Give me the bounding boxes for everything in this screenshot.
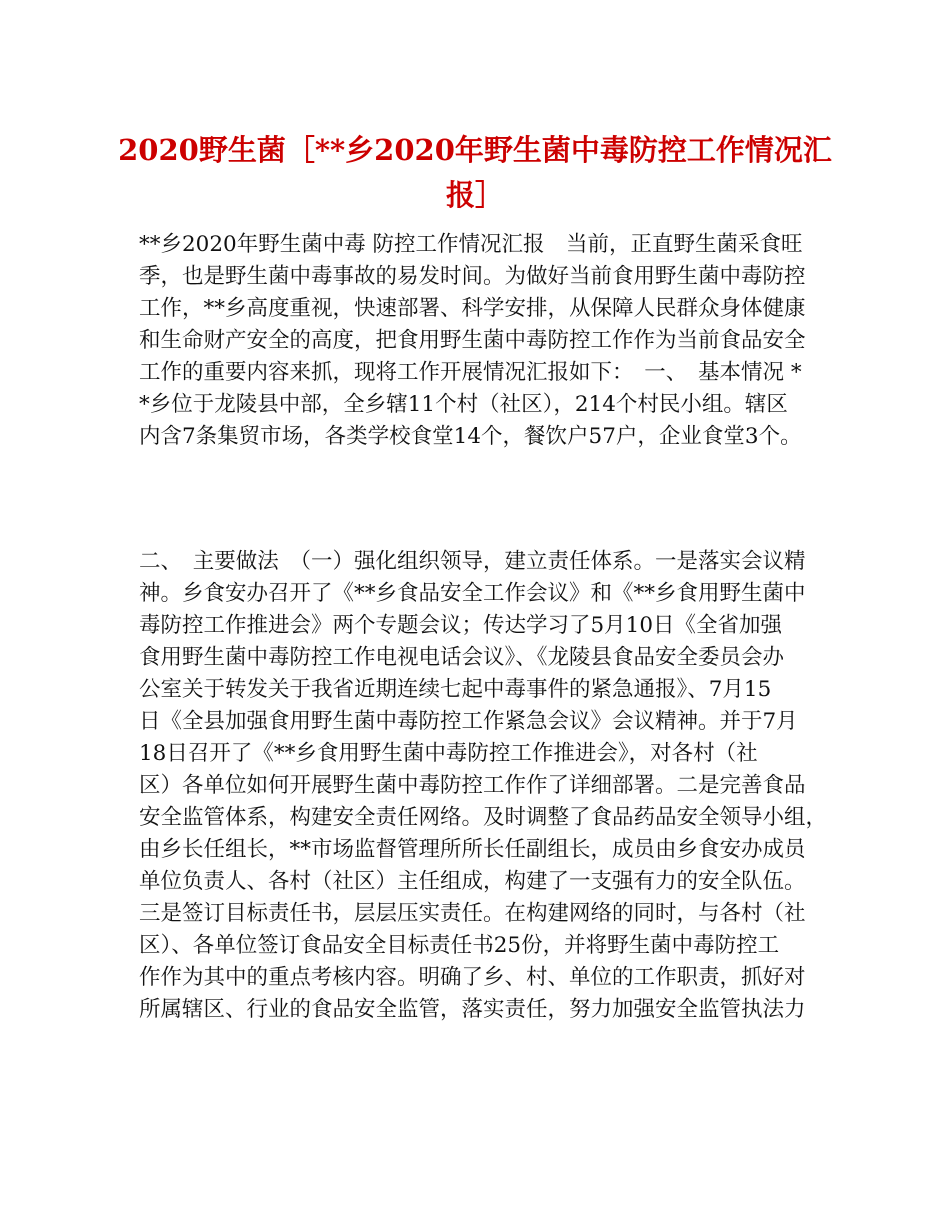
paragraph-2-line-5: 公室关于转发关于我省近期连续七起中毒事件的紧急通报》、7月15 — [139, 677, 772, 702]
paragraph-1-line-3: 工作，**乡高度重视，快速部署、科学安排，从保障人民群众身体健康 — [139, 296, 806, 321]
paragraph-2-line-13: 区）、各单位签订食品安全目标责任书25份，并将野生菌中毒防控工 — [139, 933, 780, 958]
paragraph-2-line-14: 作作为其中的重点考核内容。明确了乡、村、单位的工作职责，抓好对 — [139, 965, 806, 990]
paragraph-2-line-12: 三是签订目标责任书，层层压实责任。在构建网络的同时，与各村（社 — [139, 901, 806, 926]
paragraph-1-line-2: 季，也是野生菌中毒事故的易发时间。为做好当前食用野生菌中毒防控 — [139, 264, 806, 289]
paragraph-2-line-1: 二、 主要做法 （一）强化组织领导，建立责任体系。一是落实会议精 — [139, 549, 806, 574]
paragraph-1-line-5: 工作的重要内容来抓，现将工作开展情况汇报如下： 一、 基本情况 * — [139, 360, 802, 385]
paragraph-2-line-11: 单位负责人、各村（社区）主任组成，构建了一支强有力的安全队伍。 — [139, 869, 806, 894]
paragraph-1-line-4: 和生命财产安全的高度，把食用野生菌中毒防控工作作为当前食品安全 — [139, 328, 806, 353]
document-title-line-1: 2020野生菌［**乡2020年野生菌中毒防控工作情况汇 — [118, 133, 832, 167]
document-title-line-2: 报］ — [445, 178, 504, 212]
paragraph-2-line-2: 神。乡食安办召开了《**乡食品安全工作会议》和《**乡食用野生菌中 — [139, 581, 806, 606]
paragraph-2-line-4: 食用野生菌中毒防控工作电视电话会议》、《龙陵县食品安全委员会办 — [139, 645, 785, 670]
paragraph-2-line-3: 毒防控工作推进会》两个专题会议；传达学习了5月10日《全省加强 — [139, 613, 783, 638]
paragraph-1-line-7: 内含7条集贸市场，各类学校食堂14个，餐饮户57户，企业食堂3个。 — [139, 424, 802, 449]
paragraph-1-line-6: *乡位于龙陵县中部，全乡辖11个村（社区），214个村民小组。辖区 — [139, 392, 788, 417]
paragraph-2-line-9: 安全监管体系，构建安全责任网络。及时调整了食品药品安全领导小组， — [139, 805, 828, 830]
paragraph-2-line-10: 由乡长任组长，**市场监督管理所所长任副组长，成员由乡食安办成员 — [139, 837, 806, 862]
paragraph-2-line-7: 18日召开了《**乡食用野生菌中毒防控工作推进会》，对各村（社 — [139, 741, 758, 766]
paragraph-2-line-15: 所属辖区、行业的食品安全监管，落实责任，努力加强安全监管执法力 — [139, 997, 806, 1022]
paragraph-1-line-1: **乡2020年野生菌中毒 防控工作情况汇报 当前，正直野生菌采食旺 — [139, 232, 803, 257]
paragraph-2-line-6: 日《全县加强食用野生菌中毒防控工作紧急会议》会议精神。并于7月 — [139, 709, 798, 734]
paragraph-2-line-8: 区）各单位如何开展野生菌中毒防控工作作了详细部署。二是完善食品 — [139, 773, 806, 798]
